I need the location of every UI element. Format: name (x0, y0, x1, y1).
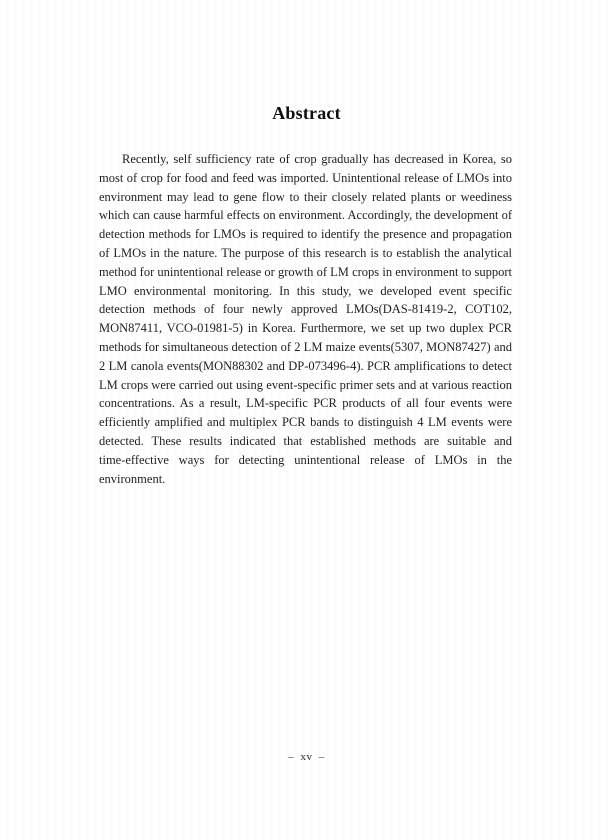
abstract-line: LMO environmental monitoring. In this study, we developed event specific (99, 283, 512, 298)
abstract-line: environment. (99, 471, 166, 486)
abstract-line: detection methods for LMOs is required to identify the presence and propagation (99, 227, 512, 242)
abstract-line: detection methods of four newly approved LMOs(DAS-81419-2, COT102, (99, 302, 512, 317)
abstract-line: most of crop for food and feed was imported. Unintentional release of LMOs into (99, 170, 512, 185)
abstract-paragraph (99, 150, 512, 488)
abstract-line: method for unintentional release or growth of LM crops in environment to support (99, 264, 512, 279)
abstract-line: Recently, self sufficiency rate of crop gradually has decreased in Korea, so (122, 152, 512, 166)
abstract-line: time-effective ways for detecting unintentional release of LMOs in the (99, 452, 512, 467)
abstract-line: environment may lead to gene flow to their closely related plants or weediness (99, 189, 512, 204)
page-number: – xv – (288, 751, 325, 763)
page-title: Abstract (272, 103, 341, 123)
abstract-line: 2 LM canola events(MON88302 and DP-073496-4). PCR amplifications to detect (99, 358, 512, 373)
abstract-line: LM crops were carried out using event-specific primer sets and at various reaction (99, 377, 512, 392)
abstract-line: detected. These results indicated that established methods are suitable and (99, 433, 512, 448)
abstract-line: which can cause harmful effects on environment. Accordingly, the development of (99, 208, 512, 223)
abstract-line: of LMOs in the nature. The purpose of this research is to establish the analytical (99, 245, 512, 260)
abstract-line: methods for simultaneous detection of 2 LM maize events(5307, MON87427) and (99, 339, 512, 354)
abstract-line: MON87411, VCO-01981-5) in Korea. Furthermore, we set up two duplex PCR (99, 321, 512, 336)
abstract-line: concentrations. As a result, LM-specific PCR products of all four events were (99, 396, 512, 411)
abstract-line: efficiently amplified and multiplex PCR bands to distinguish 4 LM events were (99, 415, 512, 430)
